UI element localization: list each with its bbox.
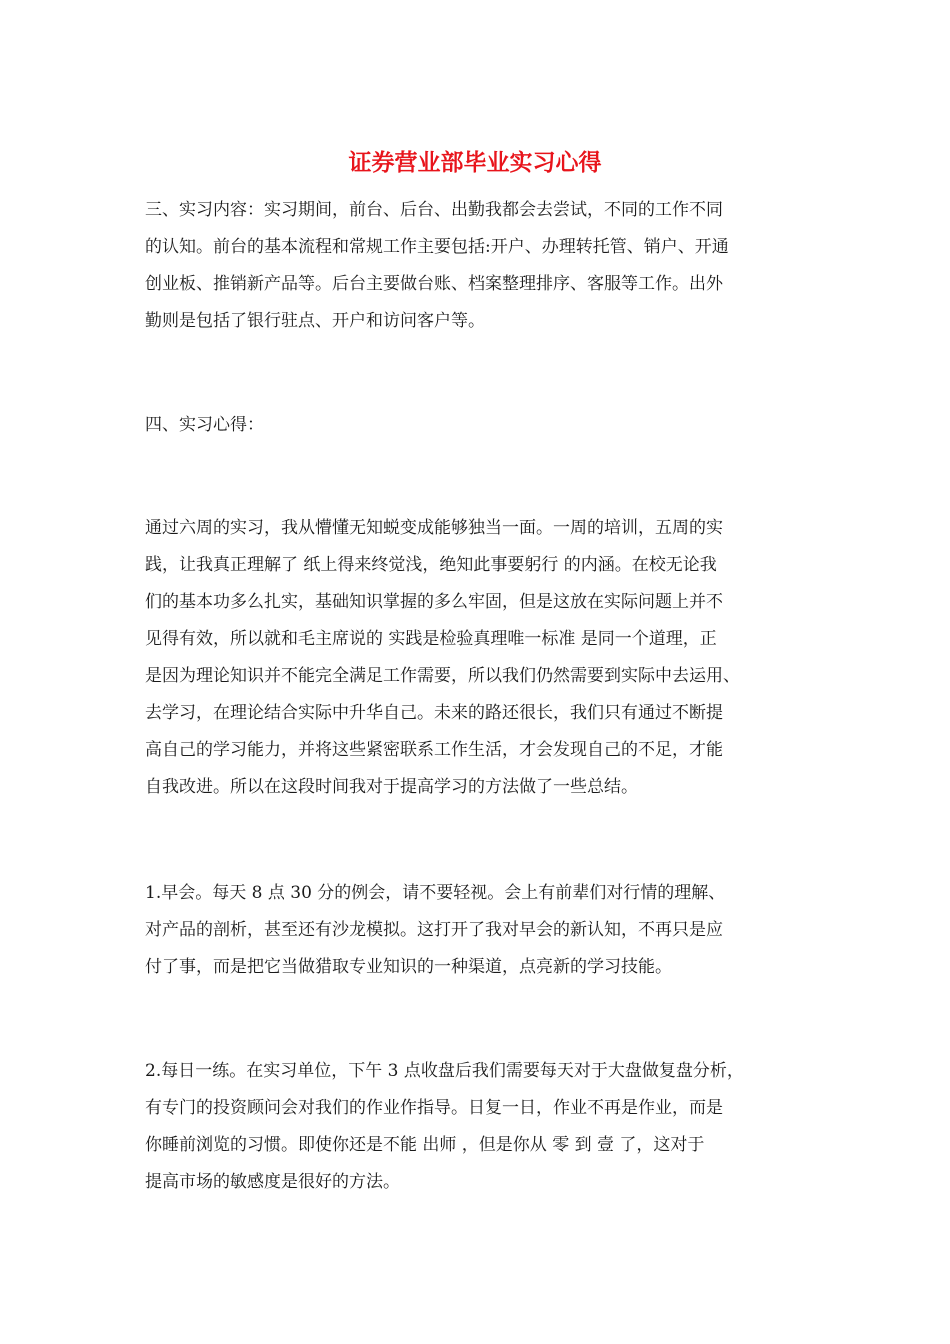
section-internship-content [145, 192, 815, 340]
paragraph-line: 2.每日一练。在实习单位，下午 3 点收盘后我们需要每天对于大盘做复盘分析， [145, 1061, 744, 1081]
paragraph-line: 三、实习内容：实习期间，前台、后台、出勤我都会去尝试，不同的工作不同 [145, 200, 723, 220]
paragraph-line: 见得有效，所以就和毛主席说的 实践是检验真理唯一标准 是同一个道理，正 [145, 629, 717, 649]
section-heading: 四、实习心得： [145, 415, 264, 435]
paragraph-line: 的认知。前台的基本流程和常规工作主要包括:开户、办理转托管、销户、开通 [145, 237, 729, 257]
paragraph-line: 们的基本功多么扎实，基础知识掌握的多么牢固，但是这放在实际问题上并不 [145, 592, 723, 612]
paragraph-line: 去学习，在理论结合实际中升华自己。未来的路还很长，我们只有通过不断提 [145, 703, 723, 723]
paragraph-line: 你睡前浏览的习惯。即使你还是不能 出师 ，但是你从 零 到 壹 了，这对于 [145, 1135, 705, 1155]
paragraph-line: 自我改进。所以在这段时间我对于提高学习的方法做了一些总结。 [145, 777, 638, 797]
paragraph-line: 1.早会。每天 8 点 30 分的例会，请不要轻视。会上有前辈们对行情的理解、 [145, 883, 726, 903]
paragraph-line: 有专门的投资顾问会对我们的作业作指导。日复一日，作业不再是作业，而是 [145, 1098, 723, 1118]
paragraph-line: 提高市场的敏感度是很好的方法。 [145, 1172, 400, 1192]
paragraph-line: 付了事，而是把它当做猎取专业知识的一种渠道，点亮新的学习技能。 [145, 957, 672, 977]
section-morning-meeting [145, 875, 815, 986]
section-daily-practice [145, 1053, 815, 1201]
paragraph-line: 对产品的剖析，甚至还有沙龙模拟。这打开了我对早会的新认知，不再只是应 [145, 920, 723, 940]
section-experience-body [145, 510, 815, 806]
page-title: 证券营业部毕业实习心得 [348, 149, 602, 176]
paragraph-line: 是因为理论知识并不能完全满足工作需要，所以我们仍然需要到实际中去运用、 [145, 666, 740, 686]
paragraph-line: 践，让我真正理解了 纸上得来终觉浅，绝知此事要躬行 的内涵。在校无论我 [145, 555, 717, 575]
paragraph-line: 高自己的学习能力，并将这些紧密联系工作生活，才会发现自己的不足，才能 [145, 740, 723, 760]
section-heading-experience [145, 407, 815, 444]
paragraph-line: 创业板、推销新产品等。后台主要做台账、档案整理排序、客服等工作。出外 [145, 274, 723, 294]
paragraph-line: 通过六周的实习，我从懵懂无知蜕变成能够独当一面。一周的培训，五周的实 [145, 518, 723, 538]
paragraph-line: 勤则是包括了银行驻点、开户和访问客户等。 [145, 311, 485, 331]
